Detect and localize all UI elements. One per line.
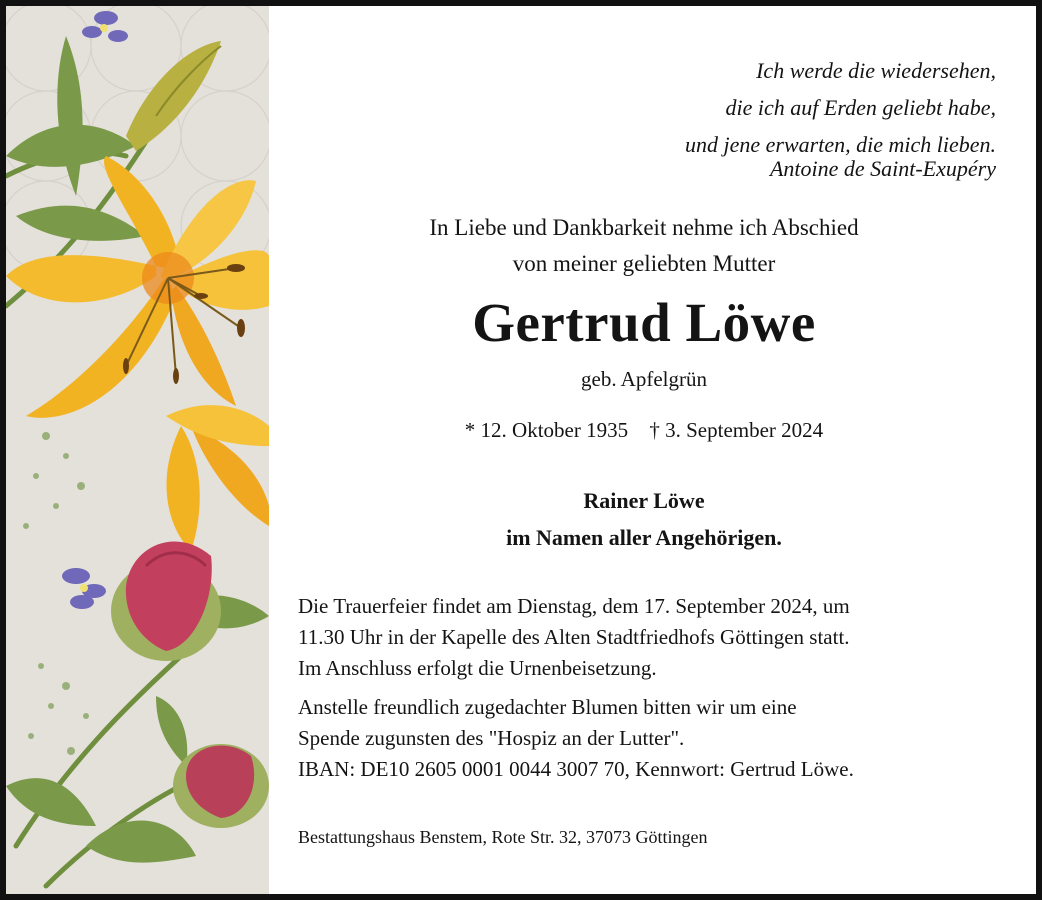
quote [685,52,996,163]
signers [269,482,1019,556]
funeral-line: Die Trauerfeier findet am Dienstag, dem 17. September 2024, um [298,594,850,618]
funeral-paragraph [298,591,854,684]
maiden-name: geb. Apfelgrün [581,367,707,391]
quote-author: Antoine de Saint-Exupéry [769,156,996,181]
floral-side-panel [6,6,269,894]
donation-paragraph [298,692,854,785]
quote-line: die ich auf Erden geliebt habe, [725,95,996,120]
death-date: † 3. September 2024 [649,418,824,442]
lily-flower-icon [6,156,269,418]
deceased-name: Gertrud Löwe [472,292,816,353]
floral-illustration [6,6,269,894]
birth-date: * 12. Oktober 1935 [464,418,629,442]
intro-line: von meiner geliebten Mutter [512,251,776,276]
intro-text [269,210,1019,282]
donation-line: IBAN: DE10 2605 0001 0044 3007 70, Kennwort: Gertrud Löwe. [298,757,854,781]
lily-flower-icon-2 [166,405,269,551]
funeral-home: Bestattungshaus Benstem, Rote Str. 32, 37073 Göttingen [298,827,708,847]
details [298,591,854,793]
signer-note: im Namen aller Angehörigen. [506,525,782,550]
life-dates [269,418,1019,443]
obituary-content [269,6,1036,894]
peony-bud-icon [111,542,269,828]
funeral-line: Im Anschluss erfolgt die Urnenbeisetzung. [298,656,657,680]
funeral-line: 11.30 Uhr in der Kapelle des Alten Stadtfriedhofs Göttingen statt. [298,625,850,649]
donation-line: Anstelle freundlich zugedachter Blumen bitten wir um eine [298,695,797,719]
quote-line: Ich werde die wiedersehen, [756,58,996,83]
lily-bud-icon [126,41,221,151]
donation-line: Spende zugunsten des "Hospiz an der Lutter". [298,726,685,750]
intro-line: In Liebe und Dankbarkeit nehme ich Abschied [429,215,859,240]
signer-name: Rainer Löwe [583,488,705,513]
quote-line: und jene erwarten, die mich lieben. [685,132,996,157]
